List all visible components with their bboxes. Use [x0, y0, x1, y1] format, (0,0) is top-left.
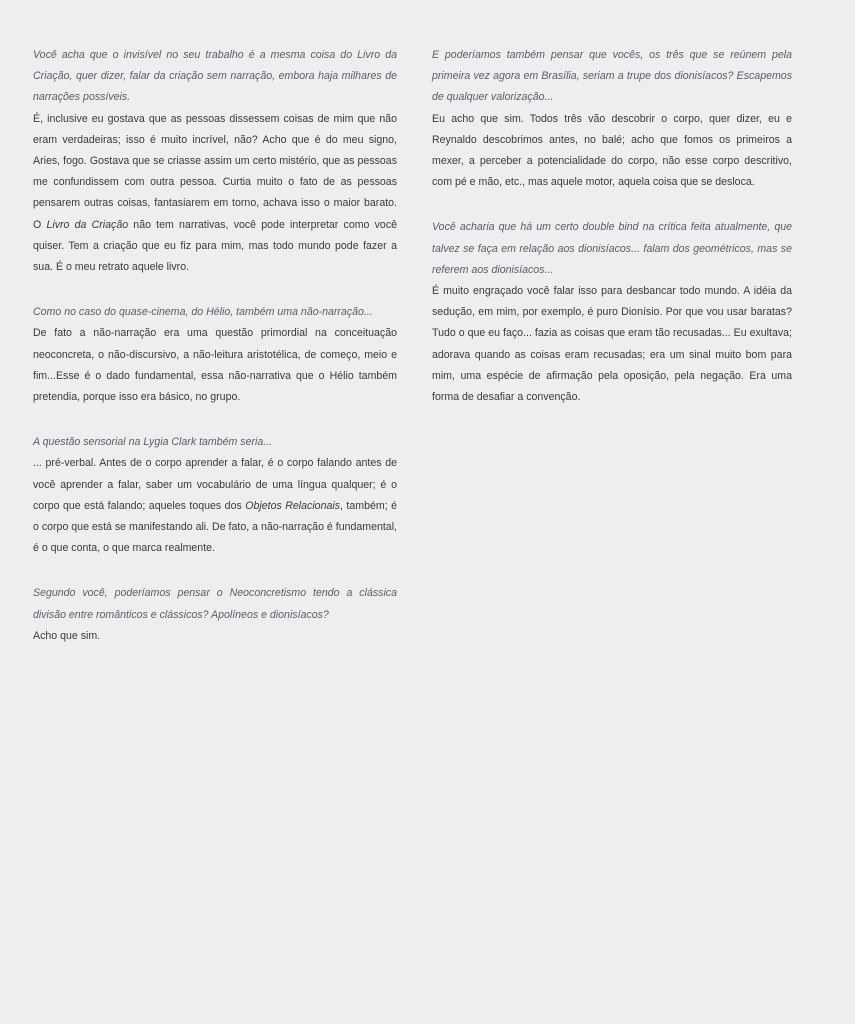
answer-text: ... pré-verbal. Antes de o corpo aprender a falar, é o corpo falando antes de você aprender a falar, saber um vocabulário de uma língua qualquer; é o corpo que está falando; aqueles toques dos [33, 457, 397, 512]
qa-block [33, 45, 397, 278]
interview-answer [33, 453, 397, 559]
interview-question: Como no caso do quase-cinema, do Hélio, também uma não-narração... [33, 306, 373, 319]
interview-answer: Acho que sim. [33, 629, 101, 642]
qa-block [33, 583, 397, 647]
answer-text: não tem narrativas, você pode interpretar como você quiser. Tem a criação que eu fiz para mim, mas todo mundo pode fazer a sua. É o meu retrato aquele livro. [33, 218, 398, 274]
interview-question: Segundo você, poderíamos pensar o Neoconcretismo tendo a clássica divisão entre românticos e clássicos? Apolíneos e dionisíacos? [33, 587, 397, 621]
right-column [432, 45, 792, 432]
qa-block [33, 302, 397, 408]
interview-question: A questão sensorial na Lygia Clark também seria... [33, 436, 273, 449]
left-column [33, 45, 397, 671]
work-title-livro-da-criacao: Livro da Criação [46, 218, 129, 231]
interview-answer: De fato a não-narração era uma questão primordial na conceituação neoconcreta, o não-discursivo, a não-leitura aristotélica, de começo, meio e fim...Esse é o dado fundamental, essa não-narrativa que o Hélio também pretendia, porque isso era básico, no grupo. [33, 327, 397, 404]
answer-text: É, inclusive eu gostava que as pessoas dissessem coisas de mim que não eram verdadeiras; isso é muito incrível, não? Acho que é do meu signo, Aries, fogo. Gostava que se criasse assim um certo mistério, que as pessoas me confundissem com outra pessoa. Curtia muito o fato de as pessoas pensarem outras coisas, fantasiarem em torno, achava isso o maior barato. O [33, 112, 397, 231]
interview-question: Você acharia que há um certo double bind na crítica feita atualmente, que talvez se faça em relação aos dionisíacos... falam dos geométricos, mas se referem aos dionisíacos... [432, 221, 792, 276]
interview-answer [33, 109, 397, 279]
interview-question: Você acha que o invisível no seu trabalho é a mesma coisa do Livro da Criação, quer dizer, falar da criação sem narração, embora haja milhares de narrações possíveis. [33, 49, 397, 104]
answer-text: , também; é o corpo que está se manifestando ali. De fato, a não-narração é fundamental, é o que conta, o que marca realmente. [33, 499, 398, 555]
work-title-objetos-relacionais: Objetos Relacionais [245, 499, 341, 512]
qa-block [33, 432, 397, 559]
interview-question: E poderíamos também pensar que vocês, os três que se reúnem pela primeira vez agora em Brasília, seriam a trupe dos dionisíacos? Escapemos de qualquer valorização... [432, 49, 792, 104]
qa-block [432, 217, 792, 408]
interview-answer: É muito engraçado você falar isso para desbancar todo mundo. A idéia da sedução, em mim, por exemplo, é puro Dionísio. Por que vou usar baratas? Tudo o que eu faço... fazia as coisas que eram tão recusadas... Eu exultava; adorava quando as coisas eram recusadas; era um sinal muito bom para mim, uma espécie de afirmação pela oposição, pela negação. Era uma forma de desafiar a convenção. [432, 285, 792, 404]
interview-answer: Eu acho que sim. Todos três vão descobrir o corpo, quer dizer, eu e Reynaldo descobrimos antes, no balé; acho que fomos os primeiros a mexer, a perceber a potencialidade do corpo, não esse corpo descritivo, com pé e mão, etc., mas aquele motor, aquela coisa que se desloca. [432, 112, 792, 189]
qa-block [432, 45, 792, 193]
